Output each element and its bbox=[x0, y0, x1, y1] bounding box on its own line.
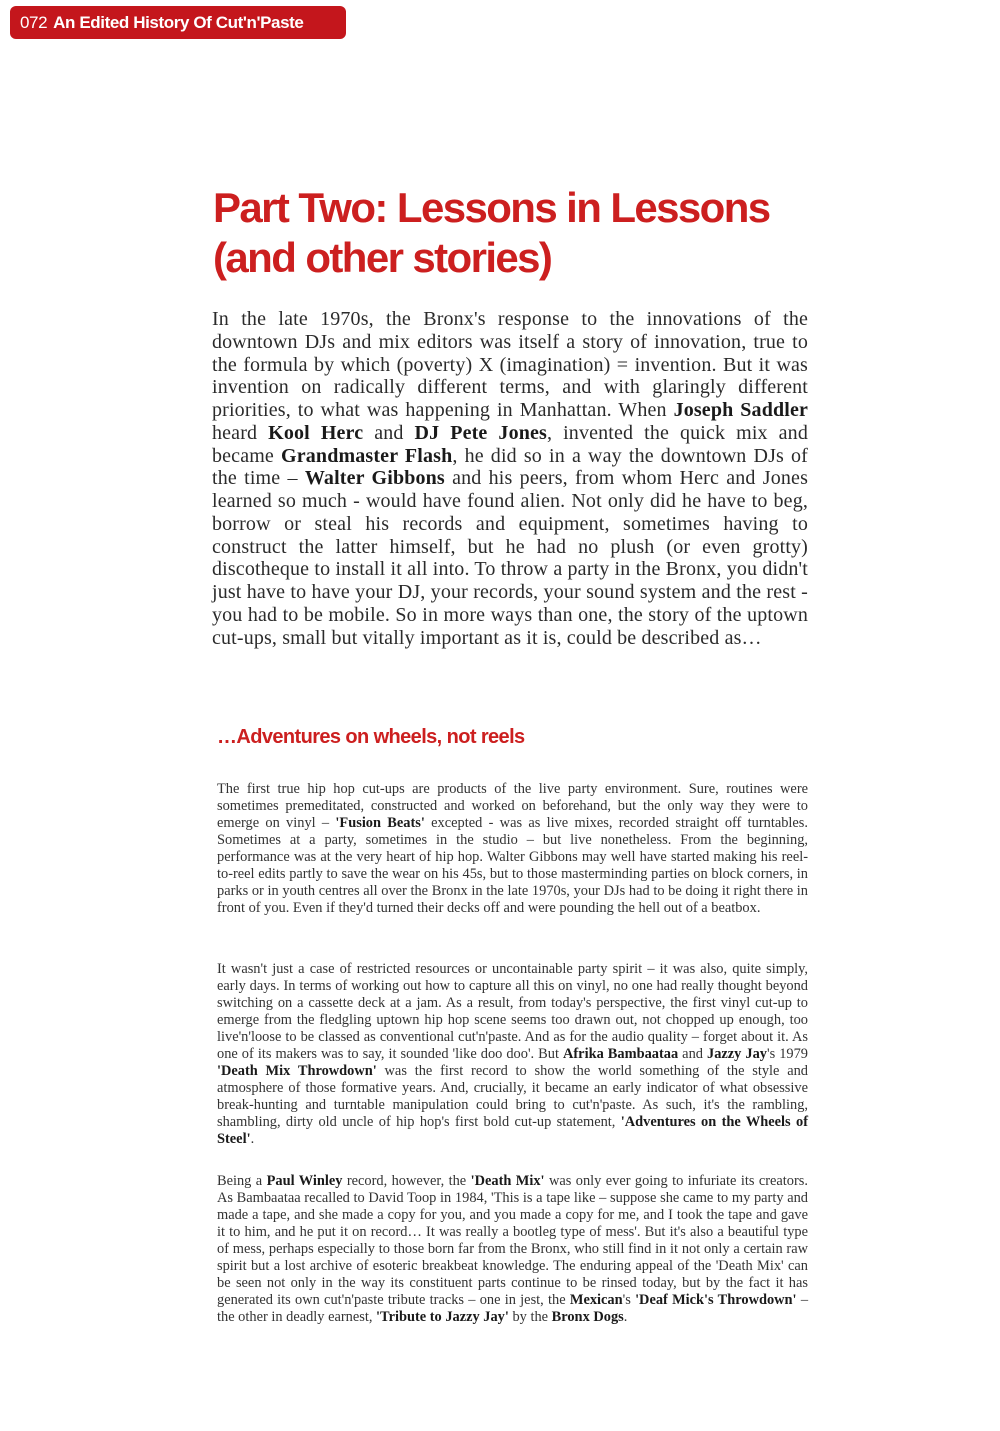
text-run: and his peers, from whom Herc and Jones learned so much - would have found alien. Not only did he have to beg, borrow or steal his records and equipment, sometimes having to construct the latter himself, but he had no plush (or even grotty) discotheque to install it all into. To throw a party in the Bronx, you didn't just have to have your DJ, your records, your sound system and the rest - you had to be mobile. So in more ways than one, the story of the uptown cut-ups, small but vitally important as it is, could be described as… bbox=[212, 467, 809, 649]
text-run: and bbox=[678, 1046, 707, 1062]
bold-name: 'Tribute to Jazzy Jay' bbox=[376, 1309, 509, 1325]
bold-name: 'Death Mix' bbox=[470, 1173, 545, 1189]
text-run: , invented the quick mix and became bbox=[212, 421, 808, 467]
bold-name: Bronx Dogs bbox=[551, 1309, 624, 1325]
bold-name: Afrika Bambaataa bbox=[563, 1046, 679, 1062]
title-line-1: Part Two: Lessons in Lessons bbox=[213, 184, 770, 231]
title-line-2: (and other stories) bbox=[213, 234, 552, 281]
intro-paragraph bbox=[212, 308, 808, 649]
bold-name: Walter Gibbons bbox=[304, 467, 445, 490]
section-subheading: …Adventures on wheels, not reels bbox=[217, 726, 525, 748]
bold-name: Jazzy Jay bbox=[707, 1046, 767, 1062]
text-run: . bbox=[250, 1131, 255, 1147]
page-number: 072 bbox=[20, 12, 48, 32]
text-run: was only ever going to infuriate its creators. As Bambaataa recalled to David Toop in 1984, 'This is a tape like – suppose she came to my party and made a tape, and she made a copy for you, and you made a copy for me, and I took the tape and gave it to him, and he put it on record… It was really a bootleg type of mess'. But it's also a beautiful type of mess, perhaps especially to those born far from the Bronx, who still find in it not only a certain raw spirit but a lost archive of esoteric breakbeat knowledge. The enduring appeal of the 'Death Mix' can be seen not only in the way its constituent parts continue to be rinsed today, but by the fact it has generated its own cut'n'paste tribute tracks – one in jest, the bbox=[217, 1173, 808, 1308]
bold-name: 'Fusion Beats' bbox=[335, 815, 425, 831]
bold-name: 'Adventures on the Wheels of Steel' bbox=[217, 1114, 808, 1147]
text-run: , he did so in a way the downtown DJs of the time – bbox=[212, 444, 808, 490]
page-title bbox=[213, 183, 833, 283]
text-run: by the bbox=[508, 1309, 552, 1325]
text-run: . bbox=[623, 1309, 628, 1325]
running-header-badge bbox=[10, 6, 346, 39]
running-title: An Edited History Of Cut'n'Paste bbox=[53, 12, 304, 32]
text-run: excepted - was as live mixes, recorded straight off turntables. Sometimes at a party, sometimes in the studio – but live nonetheless. From the beginning, performance was at the very heart of hip hop. Walter Gibbons may well have started making his reel-to-reel edits partly to save the wear on his 45s, but to those masterminding parties on block corners, in parks or in youth centres all over the Bronx in the late 1970s, your DJs had to be doing it right there in front of you. Even if they'd turned their decks off and were pounding the hell out of a beatbox. bbox=[217, 815, 808, 916]
bold-name: Mexican bbox=[569, 1292, 623, 1308]
text-run: was the first record to show the world something of the style and atmosphere of those formative years. And, crucially, it became an early indicator of what obsessive break-hunting and turntable manipulation could bring to cut'n'paste. As such, it's the rambling, shambling, dirty old uncle of hip hop's first bold cut-up statement, bbox=[217, 1063, 808, 1130]
bold-name: 'Deaf Mick's Throwdown' bbox=[635, 1292, 797, 1308]
body-paragraph-3 bbox=[217, 1173, 808, 1326]
bold-name: Grandmaster Flash bbox=[281, 444, 453, 467]
body-paragraph-1 bbox=[217, 781, 808, 917]
body-paragraph-2 bbox=[217, 961, 808, 1148]
text-run: record, however, the bbox=[342, 1173, 471, 1189]
bold-name: DJ Pete Jones bbox=[414, 421, 547, 444]
text-run: In the late 1970s, the Bronx's response to the innovations of the downtown DJs and mix editors was itself a story of innovation, true to the formula by which (poverty) X (imagination) = invention. But it was invention on radically different terms, and with glaringly different priorities, to what was happening in Manhattan. When bbox=[212, 308, 808, 421]
text-run: 's bbox=[622, 1292, 636, 1308]
text-run: Being a bbox=[217, 1173, 267, 1189]
text-run: It wasn't just a case of restricted resources or uncontainable party spirit – it was also, quite simply, early days. In terms of working out how to capture all this on vinyl, no one had really thought beyond switching on a cassette deck at a jam. As a result, from today's perspective, the first vinyl cut-up to emerge from the fledgling uptown hip hop scene seems too drawn out, not chopped up enough, too live'n'loose to be classed as conventional cut'n'paste. And as for the audio quality – forget about it. As one of its makers was to say, it sounded 'like doo doo'. But bbox=[217, 961, 808, 1062]
bold-name: Kool Herc bbox=[268, 421, 364, 444]
bold-name: 'Death Mix Throwdown' bbox=[217, 1063, 377, 1079]
text-run: – the other in deadly earnest, bbox=[217, 1292, 809, 1325]
text-run: heard bbox=[212, 421, 269, 444]
text-run: 's 1979 bbox=[766, 1046, 808, 1062]
bold-name: Joseph Saddler bbox=[673, 399, 809, 421]
bold-name: Paul Winley bbox=[266, 1173, 343, 1189]
text-run: and bbox=[363, 421, 415, 444]
text-run: The first true hip hop cut-ups are products of the live party environment. Sure, routines were sometimes premeditated, constructed and worked on beforehand, but the only way they were to emerge on vinyl – bbox=[217, 781, 808, 831]
